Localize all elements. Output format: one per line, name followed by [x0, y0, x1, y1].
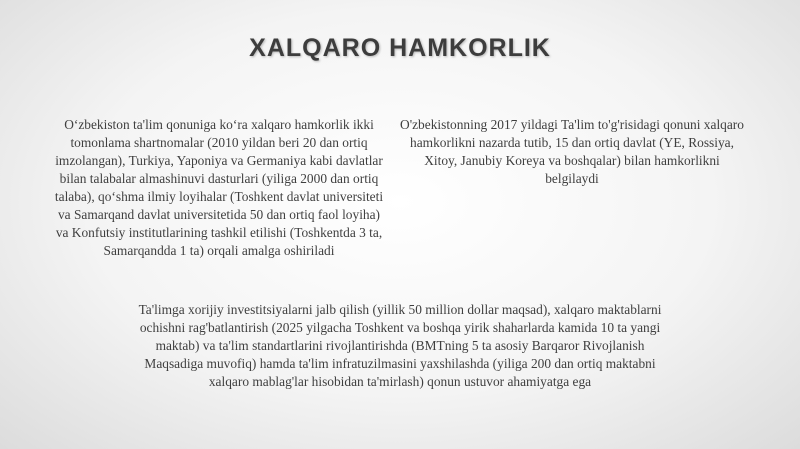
left-paragraph: O‘zbekiston ta'lim qonuniga ko‘ra xalqaro hamkorlik ikki tomonlama shartnomalar (2010 yildan beri 20 dan ortiq imzolangan), Turkiya, Yaponiya va Germaniya kabi davlatlar bilan talabalar almashinuvi dasturlari (yiliga 2000 dan ortiq talaba), qo‘shma ilmiy loyihalar (Toshkent davlat universiteti va Samarqand davlat universitetida 50 dan ortiq faol loyiha) va Konfutsiy institutlarining tashkil etilishi (Toshkentda 3 ta, Samarqandda 1 ta) orqali amalga oshiriladi: [54, 117, 384, 258]
bottom-paragraph: Ta'limga xorijiy investitsiyalarni jalb qilish (yillik 50 million dollar maqsad), xalqaro maktablarni ochishni rag'batlantirish (2025 yilgacha Toshkent va boshqa yirik shaharlarda kamida 10 ta yangi maktab) va ta'lim standartlarini rivojlantirishda (BMTning 5 ta asosiy Barqaror Rivojlanish Maqsadiga muvofiq) hamda ta'lim infratuzilmasini yaxshilashda (yiliga 200 dan ortiq maktabni xalqaro mablag'lar hisobidan ta'mirlash) qonun ustuvor ahamiyatga ega: [138, 302, 662, 389]
right-paragraph: O'zbekistonning 2017 yildagi Ta'lim to'g'risidagi qonuni xalqaro hamkorlikni nazarda tutib, 15 dan ortiq davlat (YE, Rossiya, Xitoy, Janubiy Koreya va boshqalar) bilan hamkorlikni belgilaydi: [400, 117, 744, 186]
slide-title: XALQARO HAMKORLIK: [249, 34, 551, 62]
